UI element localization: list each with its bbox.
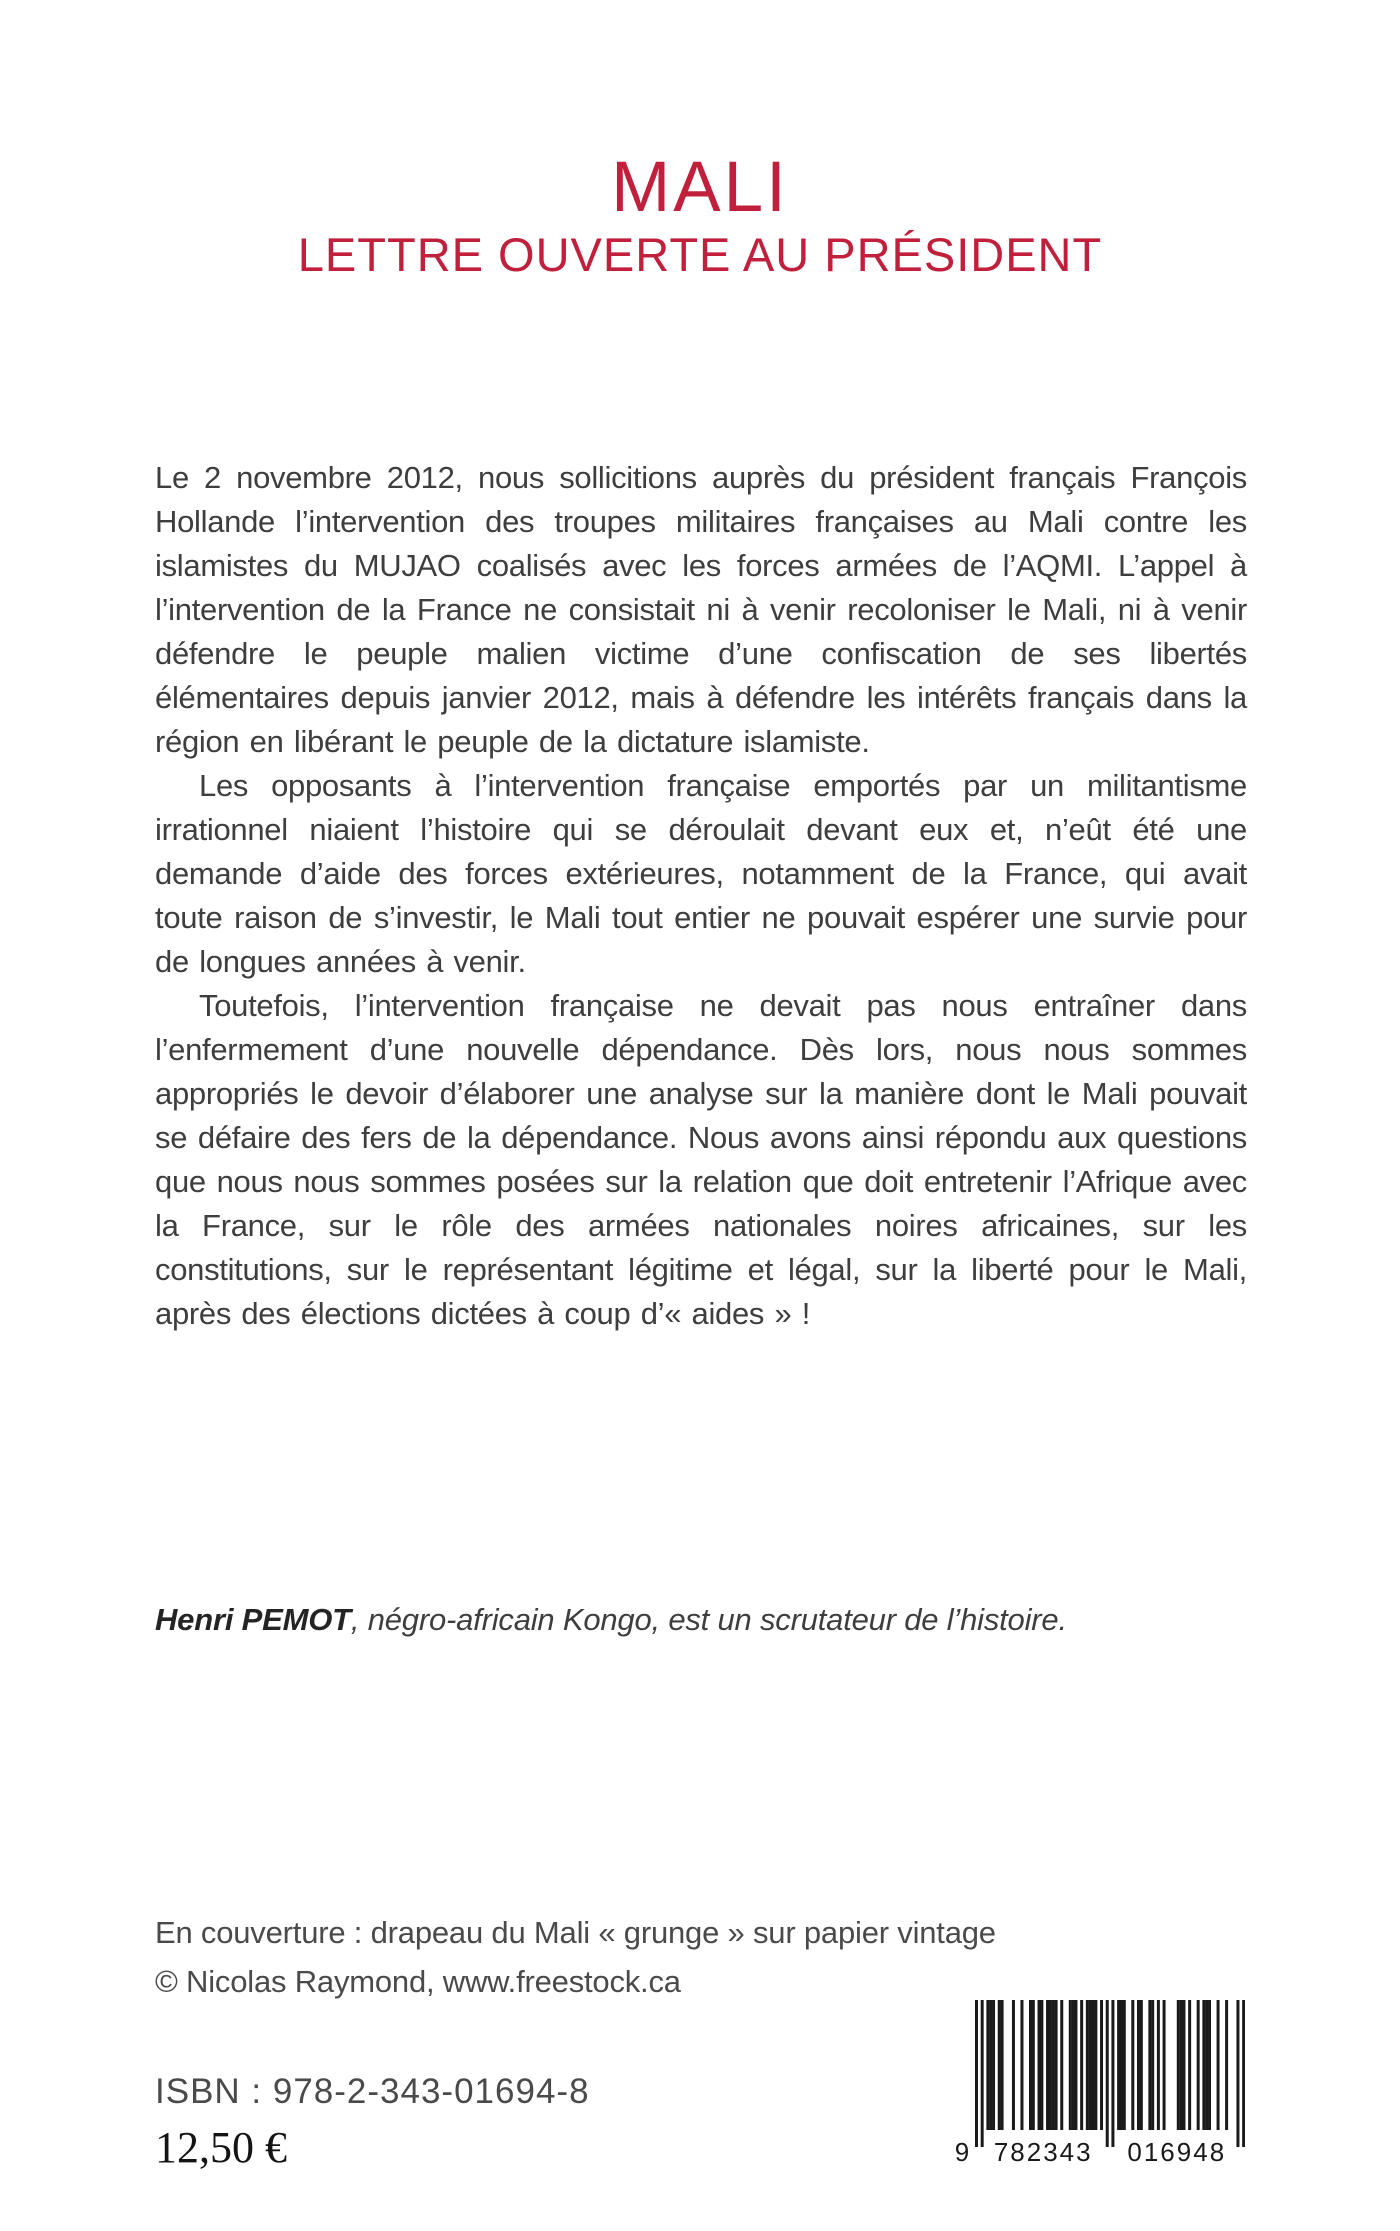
ean13-barcode-graphic (955, 2000, 1245, 2165)
synopsis-paragraph-3: Toutefois, l’intervention française ne devait pas nous entraîner dans l’enfermement d’une nouvelle dépendance. Dès lors, nous nous sommes appropriés le devoir d’élaborer une analyse sur la manière dont le Mali pouvait se défaire des fers de la dépendance. Nous avons ainsi répondu aux questions que nous nous sommes posées sur la relation que doit entretenir l’Afrique avec la France, sur le rôle des armées nationales noires africaines, sur les constitutions, sur le représentant légitime et légal, sur la liberté pour le Mali, après des élections dictées à coup d’« aides » ! (155, 988, 1247, 1331)
cover-credit (155, 1908, 1247, 2006)
title-block (0, 148, 1400, 281)
svg-text:782343: 782343 (993, 2137, 1093, 2165)
synopsis (155, 456, 1247, 1336)
ean13-barcode (955, 2000, 1245, 2165)
cover-credit-line-1: En couverture : drapeau du Mali « grunge » sur papier vintage (155, 1915, 996, 1950)
page-subtitle: LETTRE OUVERTE AU PRÉSIDENT (297, 228, 1103, 281)
author-name: Henri PEMOT (155, 1602, 351, 1637)
author-description: , négro-africain Kongo, est un scrutateur de l’histoire. (350, 1602, 1067, 1637)
cover-credit-line-2: © Nicolas Raymond, www.freestock.ca (155, 1964, 681, 1999)
isbn-label: ISBN : 978-2-343-01694-8 (155, 2072, 590, 2111)
synopsis-paragraph-1: Le 2 novembre 2012, nous sollicitions auprès du président français François Hollande l’intervention des troupes militaires françaises au Mali contre les islamistes du MUJAO coalisés avec les forces armées de l’AQMI. L’appel à l’intervention de la France ne consistait ni à venir recoloniser le Mali, ni à venir défendre le peuple malien victime d’une confiscation de ses libertés élémentaires depuis janvier 2012, mais à défendre les intérêts français dans la région en libérant le peuple de la dictature islamiste. (155, 460, 1247, 759)
price-label: 12,50 € (155, 2123, 287, 2172)
svg-text:9: 9 (955, 2137, 972, 2165)
svg-text:016948: 016948 (1127, 2137, 1227, 2165)
author-note (155, 1602, 1247, 1638)
page-title: MALI (611, 148, 789, 227)
synopsis-paragraph-2: Les opposants à l’intervention française emportés par un militantisme irrationnel niaient l’histoire qui se déroulait devant eux et, n’eût été une demande d’aide des forces extérieures, notamment de la France, qui avait toute raison de s’investir, le Mali tout entier ne pouvait espérer une survie pour de longues années à venir. (155, 768, 1247, 979)
